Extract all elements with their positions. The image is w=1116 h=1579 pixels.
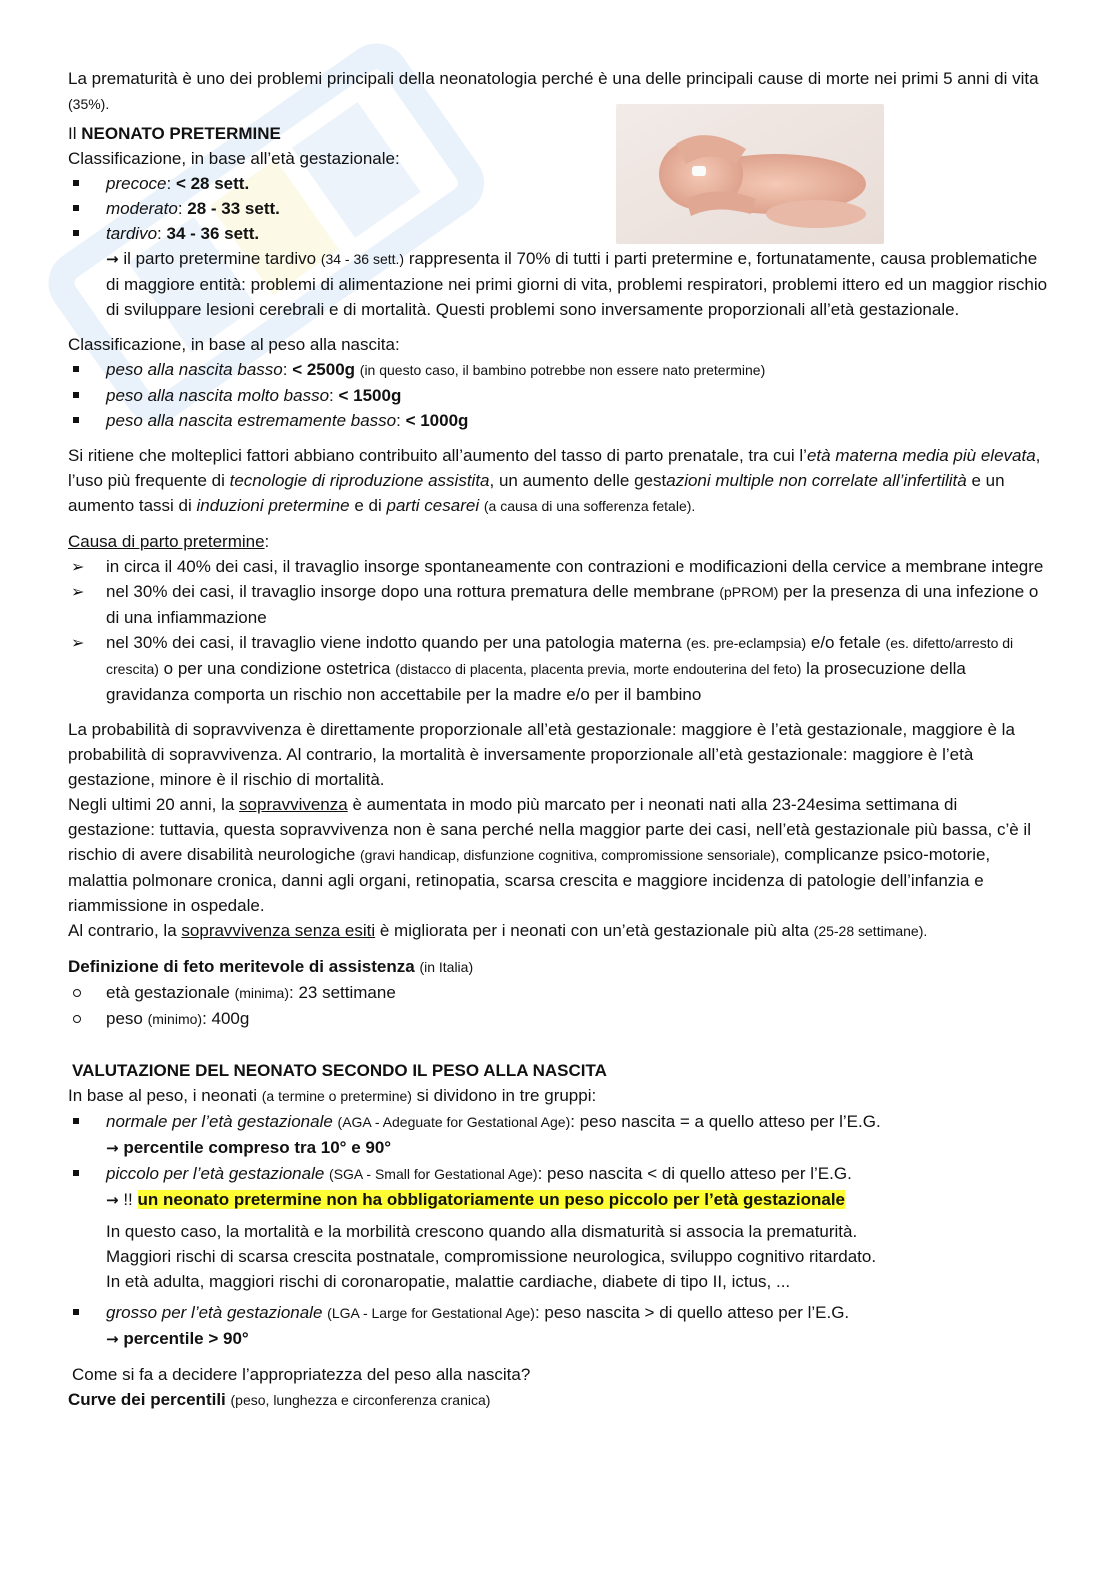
sga-note: In questo caso, la mortalità e la morbilità crescono quando alla dismaturità si associa la prematurità.	[106, 1222, 858, 1241]
weight-class-list	[68, 357, 1048, 433]
evaluation-title: VALUTAZIONE DEL NEONATO SECONDO IL PESO ALLA NASCITA	[72, 1061, 607, 1080]
factors-paragraph: Si ritiene che molteplici fattori abbiano contribuito all’aumento del tasso di parto prenatale, tra cui l’età materna media più elevata, l’uso più frequente di tecnologie di riproduzione assistita, un aumento delle gestazioni multiple non correlate all’infertilità e un aumento tassi di induzioni pretermine e di parti cesarei (a causa di una sofferenza fetale).	[68, 446, 1041, 515]
aga-item: normale per l’età gestazionale (AGA - Adeguate for Gestational Age): peso nascita = a quello atteso per l’E.G. → percentile compreso tra 10° e 90°	[68, 1109, 1048, 1161]
list-item: precoce: < 28 sett.	[68, 171, 1048, 196]
list-item: peso (minimo): 400g	[68, 1006, 1048, 1032]
list-item: peso alla nascita basso: < 2500g (in questo caso, il bambino potrebbe non essere nato pretermine)	[68, 357, 1048, 383]
definition-list	[68, 980, 1048, 1032]
highlighted-note: un neonato pretermine non ha obbligatoriamente un peso piccolo per l’età gestazionale	[137, 1190, 845, 1209]
section-title: Il NEONATO PRETERMINE	[68, 124, 281, 143]
causes-heading: Causa di parto pretermine:	[68, 532, 270, 551]
survival-no-outcome-paragraph: Al contrario, la sopravvivenza senza esiti è migliorata per i neonati con un’età gestazionale più alta (25-28 settimane).	[68, 921, 928, 940]
causes-list	[68, 554, 1048, 707]
evaluation-intro: In base al peso, i neonati (a termine o pretermine) si dividono in tre gruppi:	[68, 1086, 597, 1105]
classification-age-heading: Classificazione, in base all’età gestazionale:	[68, 149, 400, 168]
evaluation-list	[68, 1109, 1048, 1352]
arrow-icon: →	[106, 1191, 119, 1209]
closing-question: Come si fa a decidere l’appropriatezza del peso alla nascita?	[72, 1365, 531, 1384]
arrow-icon: →	[106, 250, 119, 268]
age-class-list	[68, 171, 1048, 246]
survival-trend-paragraph: Negli ultimi 20 anni, la sopravvivenza è aumentata in modo più marcato per i neonati nati alla 23-24esima settimana di gestazione: tuttavia, questa sopravvivenza non è sana perché nella maggior parte dei casi, nell’età gestazionale più bassa, c’è il rischio di avere disabilità neurologiche (gravi handicap, disfunzione cognitiva, compromissione sensoriale), complicanze psico-motorie, malattia polmonare cronica, danni agli organi, retinopatia, scarsa crescita e maggiore incidenza di patologie dell’infanzia e riammissione in ospedale.	[68, 795, 1031, 915]
sga-note: Maggiori rischi di scarsa crescita postnatale, compromissione neurologica, sviluppo cognitivo ritardato.	[106, 1247, 877, 1266]
arrow-icon: →	[106, 1330, 119, 1348]
list-item: ➢ nel 30% dei casi, il travaglio viene indotto quando per una patologia materna (es. pre-eclampsia) e/o fetale (es. difetto/arresto di crescita) o per una condizione ostetrica (distacco di placenta, placenta previa, morte endouterina del feto) la prosecuzione della gravidanza comporta un rischio non accettabile per la madre e/o per il bambino	[68, 630, 1048, 707]
definition-title: Definizione di feto meritevole di assistenza (in Italia)	[68, 957, 474, 976]
lga-item: grosso per l’età gestazionale (LGA - Large for Gestational Age): peso nascita > di quello atteso per l’E.G. → percentile > 90°	[68, 1300, 1048, 1352]
survival-paragraph: La probabilità di sopravvivenza è direttamente proporzionale all’età gestazionale: maggiore è l’età gestazionale, maggiore è la probabilità di sopravvivenza. Al contrario, la mortalità è inversamente proporzionale all’età gestazionale: maggiore è l’età gestazione, minore è il rischio di mortalità.	[68, 720, 1015, 789]
document-page	[68, 66, 1048, 1413]
sga-item: piccolo per l’età gestazionale (SGA - Small for Gestational Age): peso nascita < di quello atteso per l’E.G. → !! un neonato pretermine non ha obbligatoriamente un peso piccolo per l’età gestazionale In questo caso, la mortalità e la morbilità crescono quando alla dismaturità si associa la prematurità. Maggiori rischi di scarsa crescita postnatale, compromissione neurologica, sviluppo cognitivo ritardato. In età adulta, maggiori rischi di coronaropatie, malattie cardiache, diabete di tipo II, ictus, ...	[68, 1161, 1048, 1300]
list-item: tardivo: 34 - 36 sett.	[68, 221, 1048, 246]
intro-paragraph: La prematurità è uno dei problemi principali della neonatologia perché è una delle principali cause di morte nei primi 5 anni di vita (35%).	[68, 69, 1039, 112]
late-preterm-note: → il parto pretermine tardivo (34 - 36 sett.) rappresenta il 70% di tutti i parti pretermine e, fortunatamente, causa problematiche di maggiore entità: problemi di alimentazione nei primi giorni di vita, problemi respiratori, problemi ittero ed un maggior rischio di sviluppare lesioni cerebrali e di mortalità. Questi problemi sono inversamente proporzionali all’età gestazionale.	[106, 249, 1048, 319]
list-item: moderato: 28 - 33 sett.	[68, 196, 1048, 221]
sga-note: In età adulta, maggiori rischi di coronaropatie, malattie cardiache, diabete di tipo II, ictus, ...	[106, 1272, 791, 1291]
list-item: età gestazionale (minima): 23 settimane	[68, 980, 1048, 1006]
list-item: peso alla nascita molto basso: < 1500g	[68, 383, 1048, 408]
curves-line: Curve dei percentili (peso, lunghezza e circonferenza cranica)	[68, 1390, 491, 1409]
arrow-icon: →	[106, 1139, 119, 1157]
list-item: ➢ in circa il 40% dei casi, il travaglio insorge spontaneamente con contrazioni e modificazioni della cervice a membrane integre	[68, 554, 1048, 579]
classification-weight-heading: Classificazione, in base al peso alla nascita:	[68, 335, 400, 354]
list-item: peso alla nascita estremamente basso: < 1000g	[68, 408, 1048, 433]
list-item: ➢ nel 30% dei casi, il travaglio insorge dopo una rottura prematura delle membrane (pPROM) per la presenza di una infezione o di una infiammazione	[68, 579, 1048, 630]
